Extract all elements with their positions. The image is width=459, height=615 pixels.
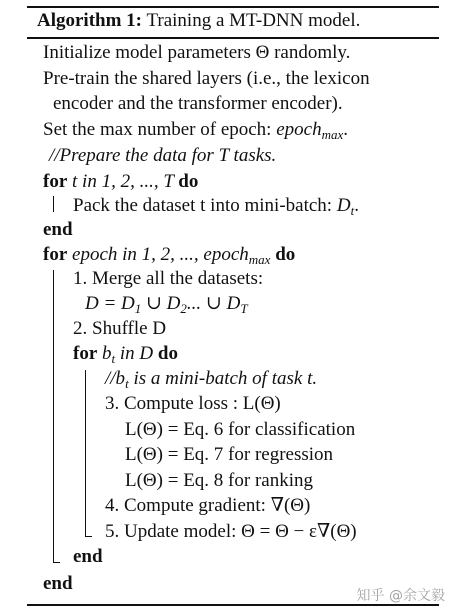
header-rule xyxy=(27,37,439,39)
merge-sub-t: T xyxy=(240,301,248,316)
merge-line: 1. Merge all the datasets: xyxy=(73,268,264,289)
max-subscript: max xyxy=(321,127,344,142)
merge-mid: ... ∪ D xyxy=(186,293,241,314)
max-epoch-text: Set the max number of epoch: xyxy=(43,119,277,140)
shuffle-line: 2. Shuffle D xyxy=(73,318,167,339)
for-batch-block-bar xyxy=(85,370,86,536)
batch-comment xyxy=(105,367,317,391)
for-batch-line xyxy=(73,342,178,366)
comment-subscript: t xyxy=(125,376,129,391)
do-keyword: do xyxy=(157,343,178,364)
batch-symbol: b xyxy=(97,343,112,364)
init-line: Initialize model parameters Θ randomly. xyxy=(43,42,351,63)
end-for-batch: end xyxy=(73,546,103,567)
max-subscript: max xyxy=(248,252,271,267)
for-epoch-block-bar xyxy=(53,270,54,562)
max-epoch-period: . xyxy=(343,119,349,140)
for-keyword: for xyxy=(43,244,68,265)
loss-regression: L(Θ) = Eq. 7 for regression xyxy=(125,444,334,465)
merge-sub-2: 2 xyxy=(180,301,187,316)
pack-subscript: t xyxy=(350,203,355,218)
do-keyword: do xyxy=(178,171,199,192)
update-line: 5. Update model: Θ = Θ − ε∇(Θ) xyxy=(105,521,357,542)
pack-line xyxy=(73,194,359,218)
loss-line: 3. Compute loss : L(Θ) xyxy=(105,393,281,414)
algorithm-number: Algorithm 1: xyxy=(37,10,143,31)
for-keyword: for xyxy=(73,343,98,364)
top-rule xyxy=(27,6,439,8)
loss-ranking: L(Θ) = Eq. 8 for ranking xyxy=(125,470,313,491)
loss-classification: L(Θ) = Eq. 6 for classification xyxy=(125,419,356,440)
end-for-epoch: end xyxy=(43,573,73,594)
merge-formula xyxy=(85,292,248,316)
batch-subscript: t xyxy=(111,351,116,366)
gradient-line: 4. Compute gradient: ∇(Θ) xyxy=(105,495,311,516)
pretrain-line-2: encoder and the transformer encoder). xyxy=(53,93,343,114)
for-epoch-range: epoch in 1, 2, ..., epoch xyxy=(67,244,249,265)
pack-text: Pack the dataset t into mini-batch: xyxy=(73,195,337,216)
for-tasks-block-bar xyxy=(53,196,54,212)
comment-prefix: //b xyxy=(105,368,126,389)
in-d: in D xyxy=(115,343,158,364)
merge-cup: ∪ D xyxy=(141,293,181,314)
algorithm-box xyxy=(27,0,445,615)
algorithm-title xyxy=(37,9,360,33)
epoch-symbol: epoch xyxy=(276,119,322,140)
watermark: 知乎 @余文毅 xyxy=(356,588,445,604)
for-epoch-line xyxy=(43,243,295,267)
for-keyword: for xyxy=(43,171,68,192)
pack-period: . xyxy=(354,195,359,216)
do-keyword: do xyxy=(275,244,296,265)
for-batch-block-hook xyxy=(85,536,92,537)
end-for-tasks: end xyxy=(43,219,73,240)
algorithm-name: Training a MT-DNN model. xyxy=(146,10,361,31)
for-epoch-block-hook xyxy=(53,562,60,563)
pack-d-symbol: D xyxy=(336,195,351,216)
comment-text: is a mini-batch of task t. xyxy=(128,368,318,389)
for-tasks-range: t in 1, 2, ..., T xyxy=(67,171,179,192)
max-epoch-line xyxy=(43,118,348,142)
merge-d-eq: D = D xyxy=(85,293,135,314)
prepare-comment: //Prepare the data for T tasks. xyxy=(49,145,277,166)
pretrain-line-1: Pre-train the shared layers (i.e., the lexicon xyxy=(43,68,370,89)
for-tasks-line xyxy=(43,170,198,194)
merge-sub-1: 1 xyxy=(134,301,142,316)
